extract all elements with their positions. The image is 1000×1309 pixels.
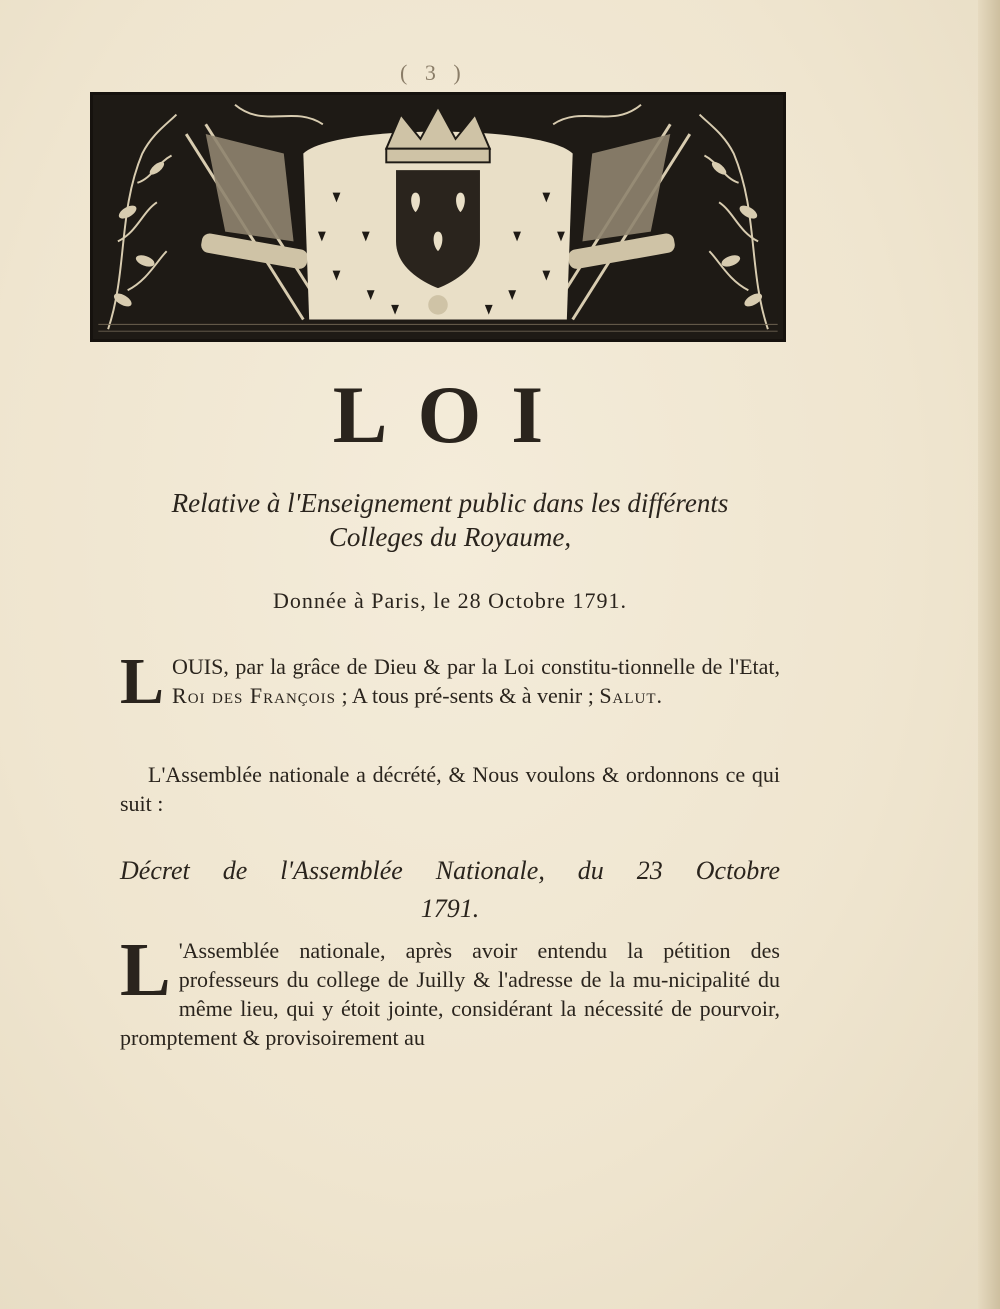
page-edge (978, 0, 1000, 1309)
subtitle-line-2: Colleges du Royaume, (328, 522, 572, 552)
drop-cap: L (120, 928, 171, 1012)
enacting-paragraph: L'Assemblée nationale a décrété, & Nous voulons & ordonnons ce qui suit : (120, 762, 780, 816)
royal-arms-headpiece-image (90, 92, 786, 342)
preamble-salut: Salut. (599, 683, 664, 708)
decree-line-2: 1791. (420, 894, 480, 923)
decree-body-paragraph (120, 928, 780, 1052)
subtitle-line-1: Relative à l'Enseignement public dans les différents (171, 488, 729, 518)
decree-body-text: 'Assemblée nationale, après avoir entendu la pétition des professeurs du college de Juilly & l'adresse de la mu-nicipalité du même lieu, qui y étoit jointe, considérant la nécessité de pourvoir, promptement & provisoirement au (120, 938, 780, 1050)
royal-arms-engraving-icon (93, 95, 783, 339)
document-title: LOI (332, 369, 574, 460)
preamble-king: Roi des François (172, 683, 336, 708)
date-given: Donnée à Paris, le 28 Octobre 1791. (273, 588, 627, 613)
document-subtitle (110, 486, 790, 554)
decree-heading (120, 852, 780, 928)
decree-line-1: Décret de l'Assemblée Nationale, du 23 Octobre (120, 856, 780, 885)
preamble-text-a: OUIS, par la grâce de Dieu & par la Loi constitu-tionnelle de l'Etat, (172, 654, 780, 679)
preamble-text-b: ; A tous pré-sents & à venir ; (341, 683, 600, 708)
drop-cap: L (120, 645, 165, 718)
preamble-paragraph (120, 645, 780, 718)
page-number: ( 3 ) (400, 60, 467, 85)
